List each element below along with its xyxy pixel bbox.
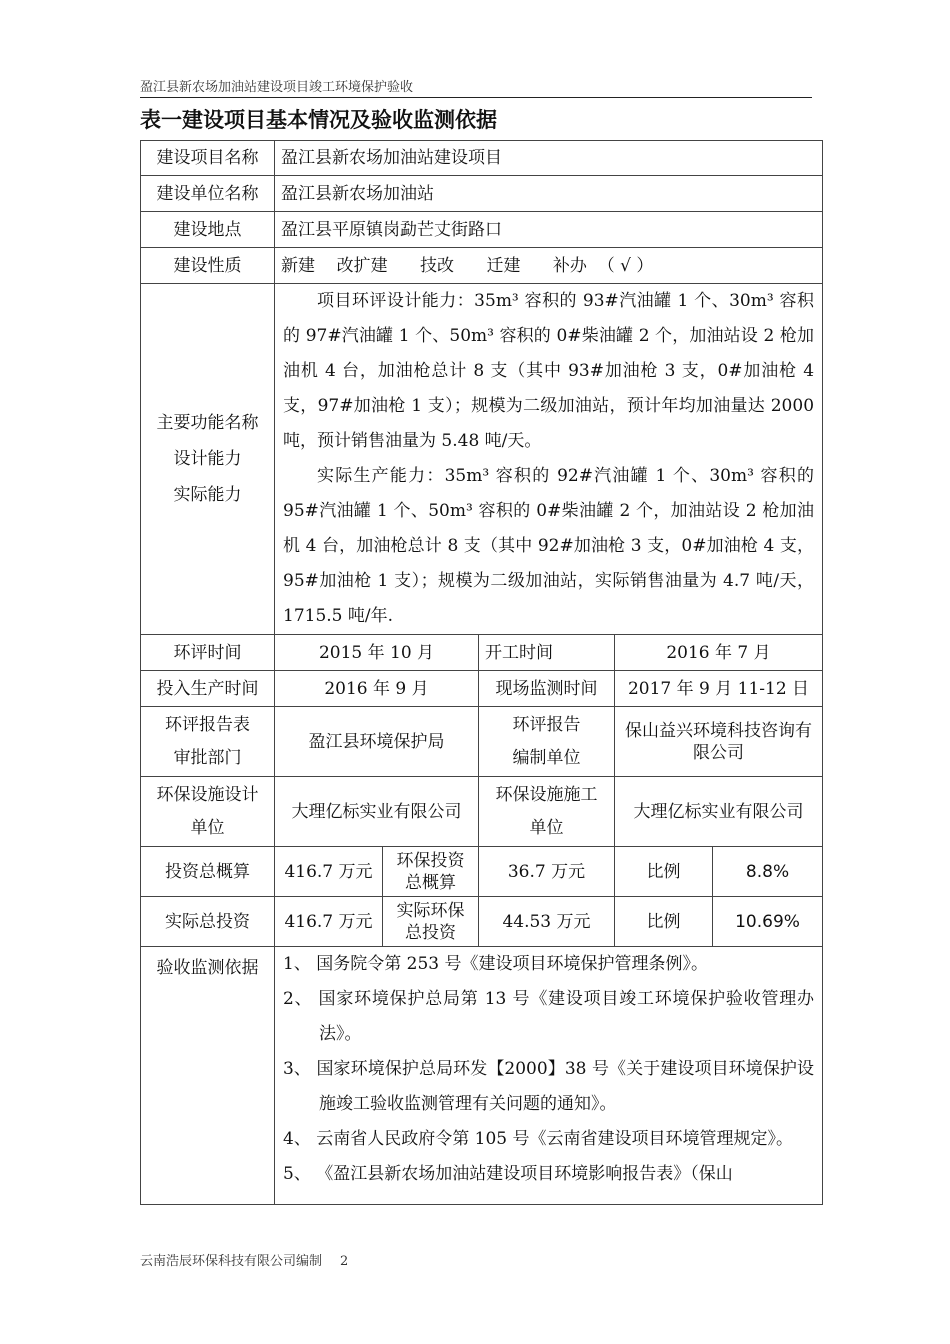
ratio-estimate-label: 比例 <box>615 847 713 897</box>
project-name-value: 盈江县新农场加油站建设项目 <box>275 141 823 176</box>
page-header: 盈江县新农场加油站建设项目竣工环境保护验收 <box>140 76 812 98</box>
basis-item-1: 1、 国务院令第 253 号《建设项目环境保护管理条例》。 <box>283 954 708 974</box>
ratio-actual-value: 10.69% <box>713 897 823 947</box>
design-unit-label-line-2: 单位 <box>190 817 225 838</box>
start-time-label: 开工时间 <box>479 635 615 671</box>
capacity-label <box>141 284 275 635</box>
env-invest-estimate-label-line-2: 总概算 <box>405 872 456 893</box>
env-invest-estimate-label-line-1: 环保投资 <box>396 850 465 871</box>
env-invest-actual-label-line-2: 总投资 <box>405 922 456 943</box>
unit-name-label: 建设单位名称 <box>141 176 275 212</box>
report-unit-label-line-2: 编制单位 <box>512 747 581 768</box>
start-time-value: 2016 年 7 月 <box>615 635 823 671</box>
report-unit-value: 保山益兴环境科技咨询有限公司 <box>615 707 823 777</box>
nature-value: 新建 改扩建 技改 迁建 补办 （ √ ） <box>275 248 823 284</box>
capacity-description <box>275 284 823 635</box>
basis-item-3: 3、 国家环境保护总局环发【2000】38 号《关于建设项目环境保护设施竣工验收监测管理有关问题的通知》。 <box>283 1059 815 1114</box>
invest-estimate-value: 416.7 万元 <box>275 847 383 897</box>
approval-dept-label-line-2: 审批部门 <box>173 747 242 768</box>
capacity-label-line-3: 实际能力 <box>173 485 242 505</box>
capacity-label-line-2: 设计能力 <box>173 449 242 469</box>
basis-item-2: 2、 国家环境保护总局第 13 号《建设项目竣工环境保护验收管理办法》。 <box>283 989 815 1044</box>
env-invest-actual-value: 44.53 万元 <box>479 897 615 947</box>
capacity-label-line-1: 主要功能名称 <box>156 413 259 433</box>
page-title: 表一建设项目基本情况及验收监测依据 <box>140 108 497 132</box>
basis-content <box>275 947 823 1205</box>
unit-name-value: 盈江县新农场加油站 <box>275 176 823 212</box>
ratio-estimate-value: 8.8% <box>713 847 823 897</box>
basis-item-5: 5、 《盈江县新农场加油站建设项目环境影响报告表》（保山 <box>283 1164 733 1184</box>
env-invest-estimate-label <box>383 847 479 897</box>
monitoring-time-value: 2017 年 9 月 11-12 日 <box>615 671 823 707</box>
construction-unit-label <box>479 777 615 847</box>
design-capacity-text: 项目环评设计能力：35m³ 容积的 93#汽油罐 1 个、30m³ 容积的 97#汽油罐 1 个、50m³ 容积的 0#柴油罐 2 个，加油站设 2 枪加油机 4 台，加油枪总计 8 支（其中 93#加油枪 3 支，0#加油枪 4 支，97#加油枪 1 支）；规模为二级加油站，预计年均加油量达 2000 吨，预计销售油量为 5.48 吨/天。 <box>283 291 815 451</box>
construction-unit-label-line-1: 环保设施施工 <box>495 784 598 805</box>
ratio-actual-label: 比例 <box>615 897 713 947</box>
construction-unit-label-line-2: 单位 <box>529 817 564 838</box>
design-unit-label <box>141 777 275 847</box>
nature-label: 建设性质 <box>141 248 275 284</box>
design-unit-value: 大理亿标实业有限公司 <box>275 777 479 847</box>
invest-actual-label: 实际总投资 <box>141 897 275 947</box>
location-value: 盈江县平原镇岗勐芒丈街路口 <box>275 212 823 248</box>
report-unit-label <box>479 707 615 777</box>
invest-estimate-label: 投资总概算 <box>141 847 275 897</box>
basis-item-4: 4、 云南省人民政府令第 105 号《云南省建设项目环境管理规定》。 <box>283 1129 793 1149</box>
footer-company: 云南浩辰环保科技有限公司编制 <box>140 1254 323 1269</box>
env-invest-estimate-value: 36.7 万元 <box>479 847 615 897</box>
monitoring-time-label: 现场监测时间 <box>479 671 615 707</box>
page-footer <box>140 1250 348 1269</box>
production-time-label: 投入生产时间 <box>141 671 275 707</box>
project-info-table <box>140 140 823 1205</box>
invest-actual-value: 416.7 万元 <box>275 897 383 947</box>
report-unit-label-line-1: 环评报告 <box>512 714 581 735</box>
design-unit-label-line-1: 环保设施设计 <box>156 784 259 805</box>
project-name-label: 建设项目名称 <box>141 141 275 176</box>
production-time-value: 2016 年 9 月 <box>275 671 479 707</box>
actual-capacity-text: 实际生产能力：35m³ 容积的 92#汽油罐 1 个、30m³ 容积的 95#汽油罐 1 个、50m³ 容积的 0#柴油罐 2 个，加油站设 2 枪加油机 4 台，加油枪总计 8 支（其中 92#加油枪 3 支，0#加油枪 4 支，95#加油枪 1 支）；规模为二级加油站，实际销售油量为 4.7 吨/天，1715.5 吨/年. <box>283 466 815 626</box>
location-label: 建设地点 <box>141 212 275 248</box>
basis-label: 验收监测依据 <box>141 947 275 1205</box>
approval-dept-value: 盈江县环境保护局 <box>275 707 479 777</box>
env-invest-actual-label <box>383 897 479 947</box>
basis-list <box>283 947 814 1192</box>
eia-time-value: 2015 年 10 月 <box>275 635 479 671</box>
env-invest-actual-label-line-1: 实际环保 <box>396 900 465 921</box>
page-number: 2 <box>340 1254 349 1269</box>
approval-dept-label <box>141 707 275 777</box>
eia-time-label: 环评时间 <box>141 635 275 671</box>
approval-dept-label-line-1: 环评报告表 <box>165 714 250 735</box>
construction-unit-value: 大理亿标实业有限公司 <box>615 777 823 847</box>
